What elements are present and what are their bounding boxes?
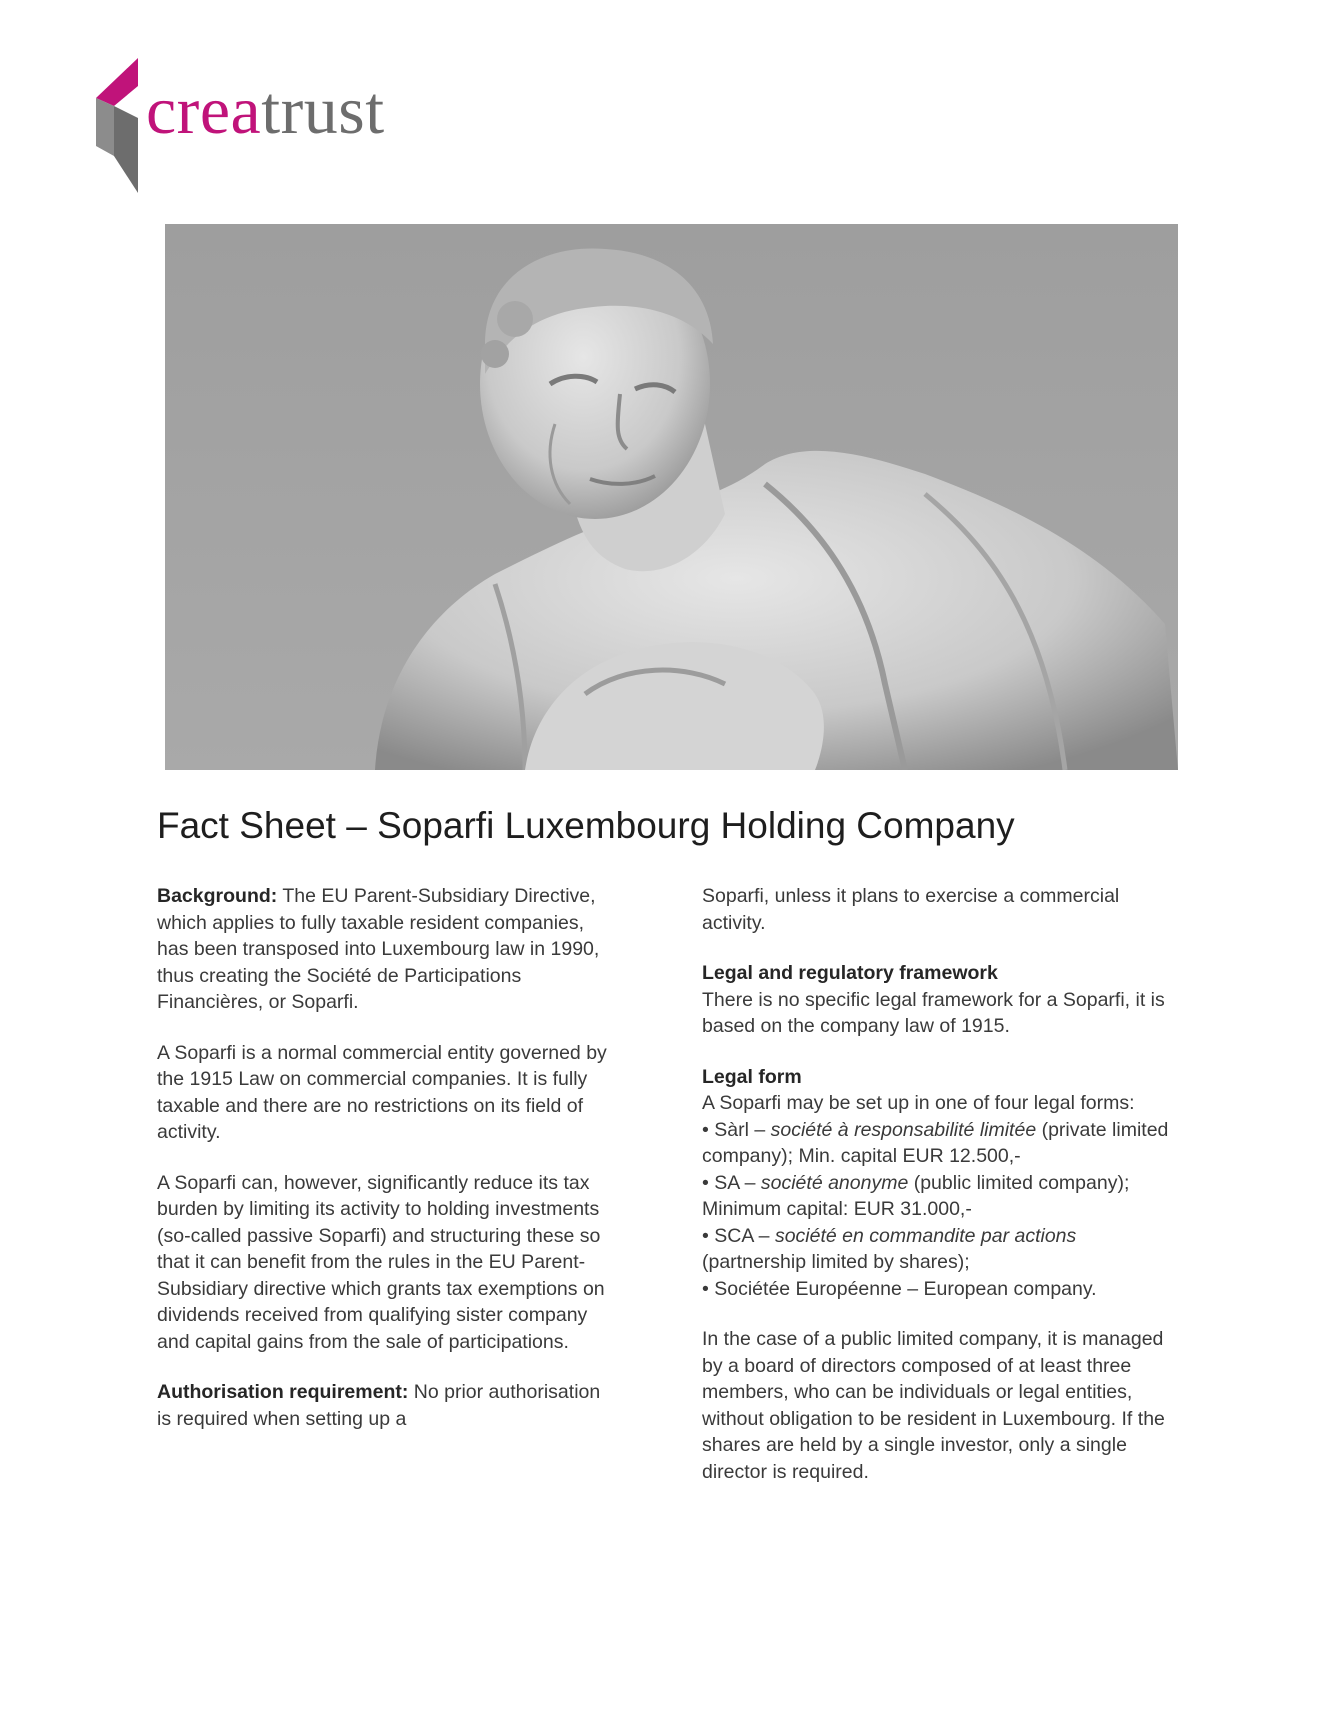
- background-paragraph: Background: The EU Parent-Subsidiary Directive, which applies to fully taxable resident companies, has been transposed into Luxembourg law in 1990, thus creating the Société de Participations Financières, or Soparfi.: [157, 885, 600, 1013]
- left-column: [157, 883, 607, 1456]
- framework-section: [702, 960, 1172, 1040]
- authorisation-continued: Soparfi, unless it plans to exercise a commercial activity.: [702, 885, 1120, 934]
- legal-form-intro: A Soparfi may be set up in one of four legal forms:: [702, 1092, 1135, 1114]
- logo-wordmark: creatrust: [146, 72, 385, 148]
- creatrust-logo: [96, 58, 436, 193]
- legal-form-heading: Legal form: [702, 1065, 802, 1088]
- list-item: • Sàrl – société à responsabilité limitée (private limited company); Min. capital EUR 12.500,-: [702, 1118, 1169, 1167]
- board-paragraph: In the case of a public limited company, it is managed by a board of directors composed of at least three members, who can be individuals or legal entities, without obligation to be resident in Luxembourg. If the shares are held by a single investor, only a single director is required.: [702, 1328, 1165, 1483]
- creatrust-chevron-icon: [96, 58, 146, 193]
- page-title: Fact Sheet – Soparfi Luxembourg Holding Company: [157, 805, 1015, 846]
- right-column: [702, 883, 1172, 1509]
- tax-burden-paragraph: A Soparfi can, however, significantly reduce its tax burden by limiting its activity to holding investments (so-called passive Soparfi) and structuring these so that it can benefit from the rules in the EU Parent-Subsidiary directive which grants tax exemptions on dividends received from qualifying sister company and capital gains from the sale of participations.: [157, 1171, 605, 1353]
- list-item: • SCA – société en commandite par actions (partnership limited by shares);: [702, 1224, 1077, 1273]
- statue-photo: [165, 224, 1178, 770]
- framework-text: There is no specific legal framework for a Soparfi, it is based on the company law of 1915.: [702, 988, 1165, 1037]
- legal-form-section: [702, 1064, 1172, 1303]
- list-item: • SA – société anonyme (public limited company); Minimum capital: EUR 31.000,-: [702, 1171, 1130, 1220]
- soparfi-entity-paragraph: A Soparfi is a normal commercial entity governed by the 1915 Law on commercial companies. It is fully taxable and there are no restrictions on its field of activity.: [157, 1041, 607, 1143]
- authorisation-paragraph: Authorisation requirement: No prior authorisation is required when setting up a: [157, 1381, 601, 1430]
- list-item: • Sociétée Européenne – European company.: [702, 1277, 1097, 1300]
- framework-heading: Legal and regulatory framework: [702, 962, 998, 984]
